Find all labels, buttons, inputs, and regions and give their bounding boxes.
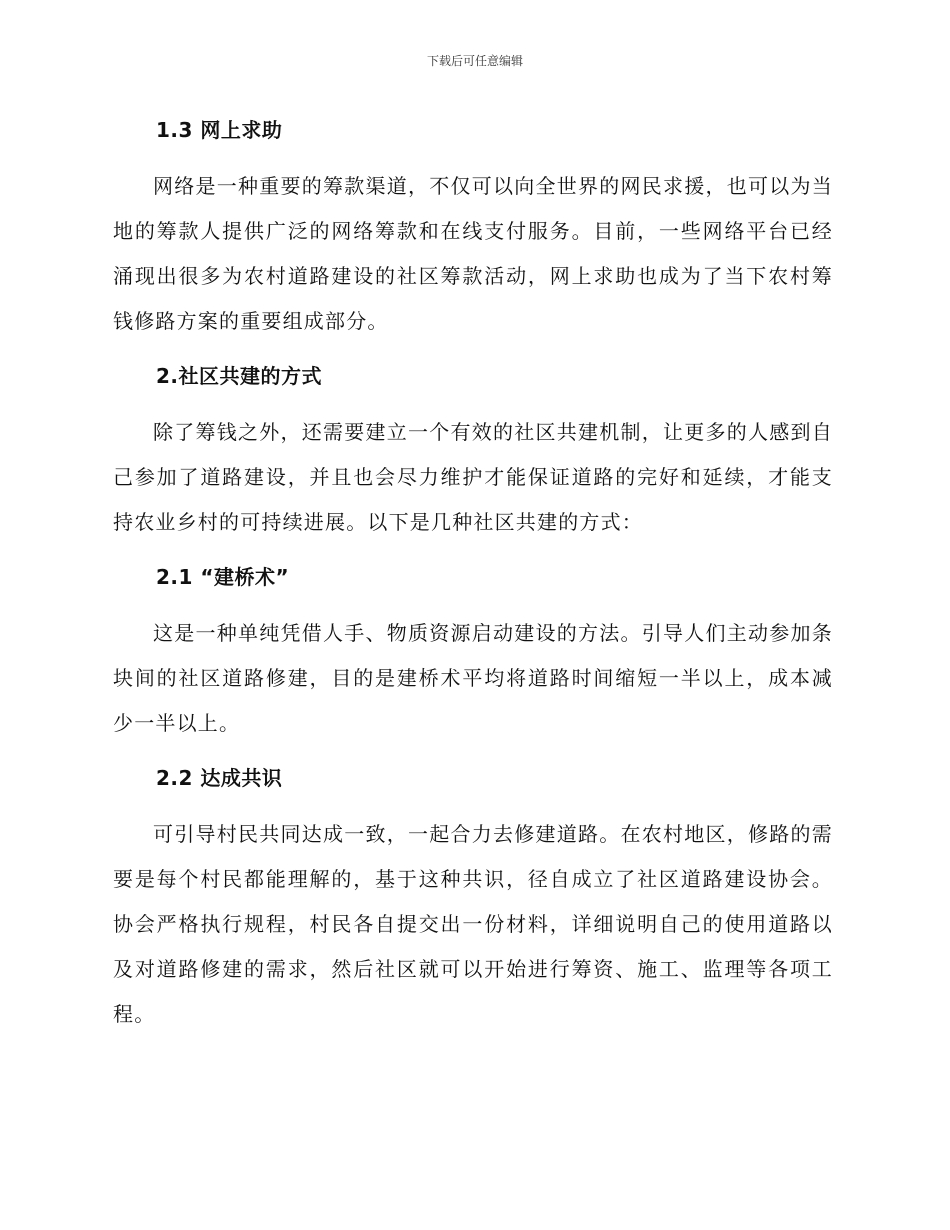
section-heading-bridge-building: 2.1 “建桥术” — [156, 565, 290, 589]
section-heading-online-help: 1.3 网上求助 — [156, 118, 283, 142]
section-paragraph-bridge-building: 这是一种单纯凭借人手、物质资源启动建设的方法。引导人们主动参加条块间的社区道路修建，目的是建桥术平均将道路时间缩短一半以上，成本减少一半以上。 — [113, 621, 833, 735]
section-heading-consensus: 2.2 达成共识 — [156, 766, 283, 790]
section-paragraph-community-building: 除了筹钱之外，还需要建立一个有效的社区共建机制，让更多的人感到自己参加了道路建设，并且也会尽力维护才能保证道路的完好和延续，才能支持农业乡村的可持续进展。以下是几种社区共建的方式： — [113, 420, 833, 534]
section-paragraph-consensus: 可引导村民共同达成一致，一起合力去修建道路。在农村地区，修路的需要是每个村民都能理解的，基于这种共识，径自成立了社区道路建设协会。协会严格执行规程，村民各自提交出一份材料，详细说明自己的使用道路以及对道路修建的需求，然后社区就可以开始进行筹资、施工、监理等各项工程。 — [113, 822, 833, 1026]
page-header: 下载后可任意编辑 — [426, 54, 523, 68]
document-body — [113, 108, 833, 1037]
section-heading-community-building: 2.社区共建的方式 — [156, 364, 323, 388]
section-paragraph-online-help: 网络是一种重要的筹款渠道，不仅可以向全世界的网民求援，也可以为当地的筹款人提供广泛的网络筹款和在线支付服务。目前，一些网络平台已经涌现出很多为农村道路建设的社区筹款活动，网上求助也成为了当下农村筹钱修路方案的重要组成部分。 — [113, 174, 833, 333]
